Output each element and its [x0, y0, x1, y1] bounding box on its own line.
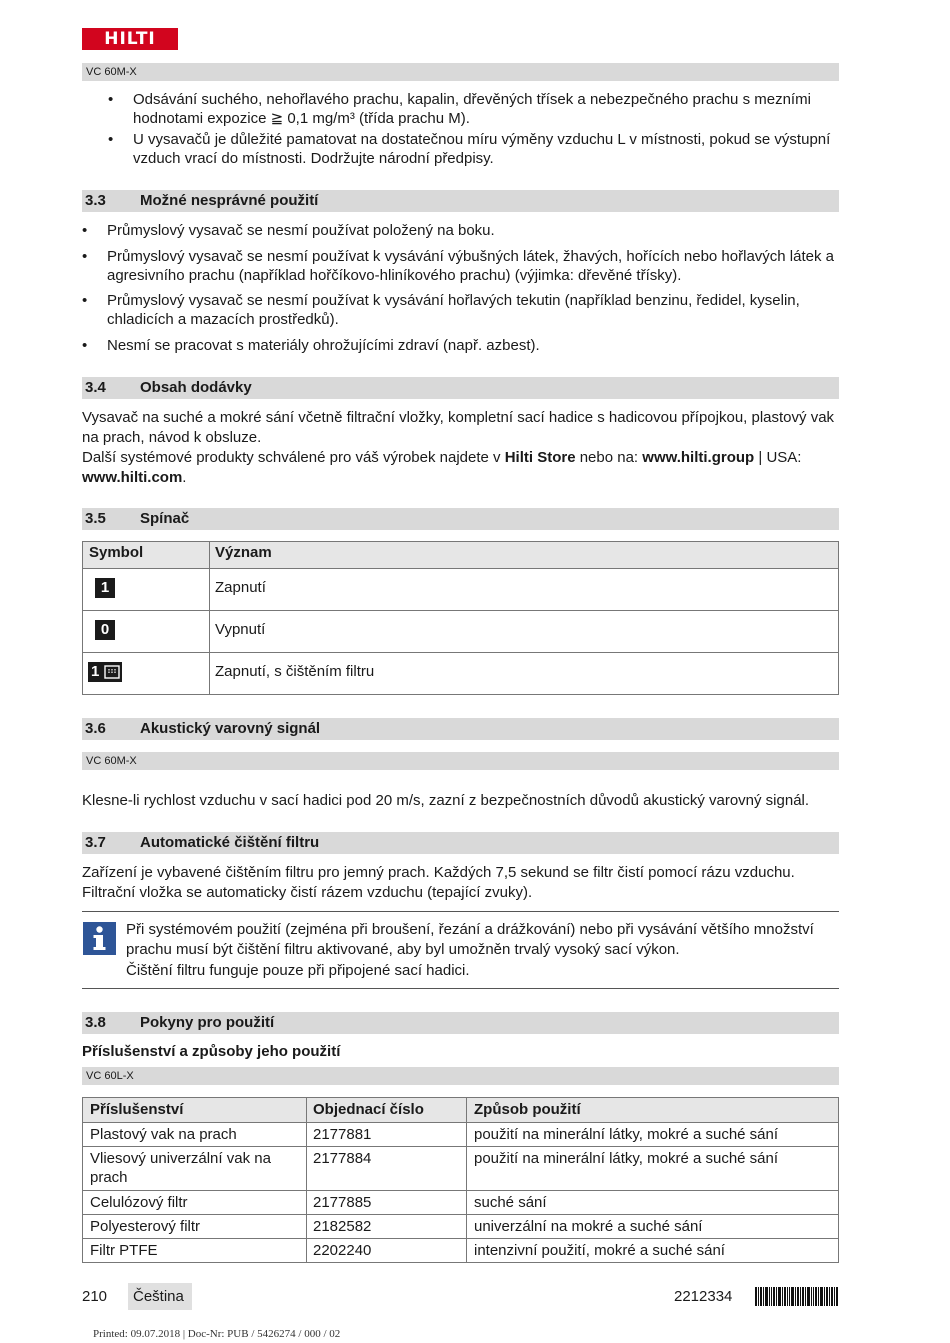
note-text: Při systémovém použití (zejména při broušení, řezání a drážkování) nebo při vysávání většího množství prachu musí být čištění filtru aktivované, aby byl umožněn trvalý vysoký sací výkon. [126, 921, 814, 958]
bullet-text: Průmyslový vysavač se nesmí používat k vysávání výbušných látek, žhavých, hořících nebo hořlavých látek a agresivního prachu (například hořčíkovo-hliníkového prachu) (výjimka: dřevěné třísky). [107, 248, 834, 284]
hilti-com-link[interactable]: www.hilti.com [82, 468, 183, 486]
hilti-group-link[interactable]: www.hilti.group [642, 449, 755, 466]
switch-table [82, 541, 839, 695]
paragraph: Vysavač na suché a mokré sání včetně filtrační vložky, kompletní sací hadice s hadicovou přípojkou, plastový vak na prach, návod k obsluze. [82, 409, 835, 446]
table-cell: Filtr PTFE [83, 1239, 307, 1263]
section-number: 3.4 [85, 379, 106, 396]
text: nebo na: [575, 449, 643, 466]
model-label: VC 60M-X [86, 66, 137, 78]
section-title: Obsah dodávky [140, 379, 252, 396]
column-header: Objednací číslo [307, 1098, 467, 1123]
bullet-dot: • [108, 131, 114, 148]
info-icon [83, 922, 116, 955]
bullet-text: Průmyslový vysavač se nesmí používat k vysávání hořlavých tekutin (například benzinu, ředidel, kyselin, chladicích a mazacích prostředků). [107, 292, 800, 328]
on-symbol-icon: 1 [95, 578, 115, 598]
list-item [108, 130, 839, 168]
model-bar [82, 63, 839, 81]
language-tab [128, 1283, 192, 1310]
table-cell: 2202240 [307, 1239, 467, 1263]
model-bar [82, 1067, 839, 1085]
subsection-title: Příslušenství a způsoby jeho použití [82, 1043, 341, 1060]
table-cell: Zapnutí, s čištěním filtru [210, 653, 839, 695]
section-title: Pokyny pro použití [140, 1014, 275, 1031]
bullet-text: Průmyslový vysavač se nesmí používat položený na boku. [107, 222, 495, 239]
doc-number: 2212334 [674, 1288, 733, 1305]
section-heading [82, 718, 839, 740]
section-title: Automatické čištění filtru [140, 834, 320, 851]
table-cell: Zapnutí [210, 569, 839, 611]
column-header: Symbol [83, 542, 210, 569]
list-item [82, 247, 839, 285]
section-number: 3.6 [85, 720, 106, 737]
divider [82, 988, 839, 989]
paragraph: Zařízení je vybavené čištěním filtru pro jemný prach. Každých 7,5 sekund se filtr čistí pomocí rázu vzduchu. Filtrační vložka se automaticky čistí rázem vzduchu (tepající zvuky). [82, 864, 795, 901]
list-item [82, 291, 839, 329]
bullet-dot: • [82, 248, 88, 265]
bullet-dot: • [82, 222, 88, 239]
bullet-dot: • [82, 292, 88, 309]
accessories-table [82, 1097, 839, 1263]
print-info: Printed: 09.07.2018 | Doc-Nr: PUB / 5426274 / 000 / 02 [93, 1328, 341, 1340]
section-heading [82, 832, 839, 854]
list-item [82, 336, 839, 355]
page-number: 210 [82, 1288, 108, 1305]
text: Další systémové produkty schválené pro váš výrobek najdete v [82, 449, 505, 466]
divider [82, 911, 839, 912]
table-cell: 2177881 [307, 1123, 467, 1147]
symbol-cell [83, 653, 210, 695]
text: . [182, 468, 187, 486]
language-label: Čeština [133, 1288, 184, 1305]
column-header: Způsob použití [467, 1098, 839, 1123]
bullet-text: Odsávání suchého, nehořlavého prachu, kapalin, dřevěných třísek a nebezpečného prachu s mezními hodnotami expozice ≧ 0,1 mg/m³ (třída prachu M). [133, 91, 811, 127]
store-link[interactable]: Hilti Store [504, 449, 576, 466]
section-title: Akustický varovný signál [140, 720, 321, 737]
bullet-text: Nesmí se pracovat s materiály ohrožujícími zdraví (např. azbest). [107, 337, 540, 354]
table-cell: Polyesterový filtr [83, 1215, 307, 1239]
table-cell: 2177884 [307, 1147, 467, 1191]
on-digit: 1 [91, 663, 100, 680]
table-cell: intenzivní použití, mokré a suché sání [467, 1239, 839, 1263]
table-cell: 2182582 [307, 1215, 467, 1239]
on-filter-cleaning-icon [88, 662, 122, 682]
table-cell: Vypnutí [210, 611, 839, 653]
section-heading [82, 508, 839, 530]
off-symbol-icon: 0 [95, 620, 115, 640]
section-title: Spínač [140, 510, 190, 527]
bullet-dot: • [82, 337, 88, 354]
bullet-dot: • [108, 91, 114, 108]
column-header: Příslušenství [83, 1098, 307, 1123]
section-heading [82, 377, 839, 399]
filter-glyph [104, 665, 120, 679]
barcode-icon [755, 1287, 839, 1310]
symbol-cell [83, 611, 210, 653]
list-item [82, 221, 839, 240]
symbol-cell [83, 569, 210, 611]
table-cell: Celulózový filtr [83, 1191, 307, 1215]
table-cell: použití na minerální látky, mokré a suché sání [467, 1147, 839, 1191]
section-number: 3.8 [85, 1014, 106, 1031]
section-number: 3.5 [85, 510, 106, 527]
section-heading [82, 1012, 839, 1034]
section-title: Možné nesprávné použití [140, 192, 319, 209]
column-header: Význam [210, 542, 839, 569]
section-heading [82, 190, 839, 212]
list-item [108, 90, 839, 128]
paragraph [82, 448, 840, 487]
model-bar [82, 752, 839, 770]
model-label: VC 60L-X [86, 1070, 134, 1082]
table-cell: 2177885 [307, 1191, 467, 1215]
table-cell: Plastový vak na prach [83, 1123, 307, 1147]
note-text: Čištění filtru funguje pouze při připojené sací hadici. [126, 962, 470, 979]
table-cell: Vliesový univerzální vak na prach [83, 1147, 307, 1191]
table-cell: suché sání [467, 1191, 839, 1215]
bullet-text: U vysavačů je důležité pamatovat na dostatečnou míru výměny vzduchu L v místnosti, pokud se výstupní vzduch vrací do místnosti. Dodržujte národní předpisy. [133, 131, 831, 167]
table-cell: použití na minerální látky, mokré a suché sání [467, 1123, 839, 1147]
table-cell: univerzální na mokré a suché sání [467, 1215, 839, 1239]
section-number: 3.3 [85, 192, 106, 209]
logo-text: HILTI [104, 29, 156, 49]
section-number: 3.7 [85, 834, 106, 851]
text: | USA: [754, 449, 802, 466]
hilti-logo [82, 28, 178, 50]
paragraph: Klesne-li rychlost vzduchu v sací hadici pod 20 m/s, zazní z bezpečnostních důvodů akustický varovný signál. [82, 792, 810, 809]
model-label: VC 60M-X [86, 755, 137, 767]
